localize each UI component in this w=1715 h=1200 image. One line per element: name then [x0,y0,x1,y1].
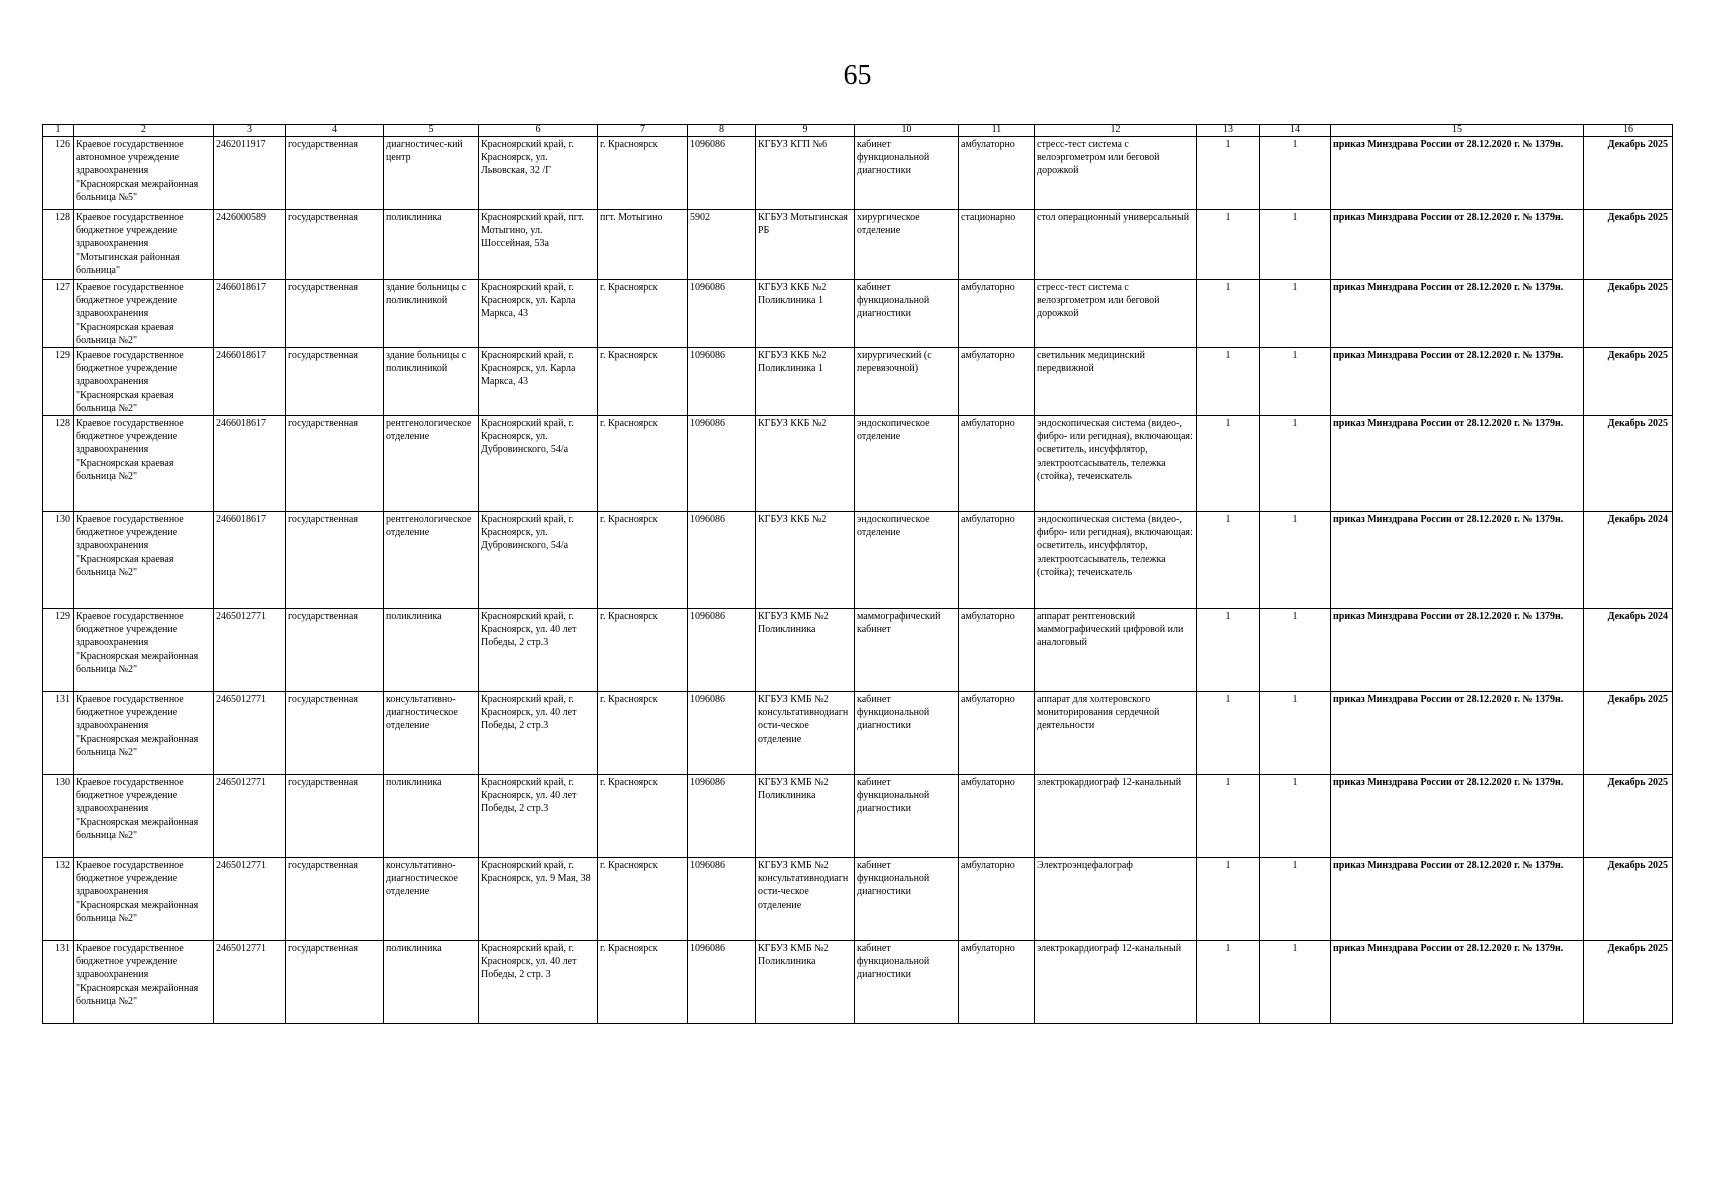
department-cell: хирургическое отделение [855,210,959,280]
table-row [43,280,1673,348]
facility-short-name-cell: КГБУЗ Мотыгинская РБ [756,210,855,280]
department-cell: эндоскопическое отделение [855,512,959,609]
care-mode-cell: амбулаторно [959,941,1035,1024]
quantity-cell: 1 [1197,280,1260,348]
deadline-cell: Декабрь 2025 [1584,210,1673,280]
locality-cell: г. Красноярск [598,692,688,775]
ownership-cell: государственная [286,210,384,280]
table-row [43,137,1673,210]
quantity-cell: 1 [1260,416,1331,512]
address-cell: Красноярский край, г. Красноярск, ул. 40 лет Победы, 2 стр. 3 [479,941,598,1024]
organization-cell: Краевое государственное бюджетное учреждение здравоохранения "Красноярская межрайонная больница №2" [74,692,214,775]
ownership-cell: государственная [286,858,384,941]
department-cell: хирургический (с перевязочной) [855,348,959,416]
code-cell: 1096086 [688,280,756,348]
equipment-cell: стол операционный универсальный [1035,210,1197,280]
column-header: 7 [598,125,688,137]
department-cell: маммографический кабинет [855,609,959,692]
table-row [43,692,1673,775]
address-cell: Красноярский край, г. Красноярск, ул. Львовская, 32 /Г [479,137,598,210]
inn-cell: 2465012771 [214,858,286,941]
quantity-cell: 1 [1260,941,1331,1024]
quantity-cell: 1 [1260,210,1331,280]
table-row [43,416,1673,512]
care-mode-cell: амбулаторно [959,609,1035,692]
care-mode-cell: амбулаторно [959,137,1035,210]
ownership-cell: государственная [286,416,384,512]
inn-cell: 2465012771 [214,692,286,775]
quantity-cell: 1 [1260,137,1331,210]
care-mode-cell: амбулаторно [959,416,1035,512]
care-mode-cell: амбулаторно [959,280,1035,348]
facility-short-name-cell: КГБУЗ ККБ №2 [756,416,855,512]
deadline-cell: Декабрь 2025 [1584,348,1673,416]
column-header: 1 [43,125,74,137]
quantity-cell: 1 [1197,416,1260,512]
care-mode-cell: амбулаторно [959,348,1035,416]
facility-short-name-cell: КГБУЗ КМБ №2 Поликлиника [756,775,855,858]
equipment-cell: аппарат рентгеновский маммографический цифровой или аналоговый [1035,609,1197,692]
facility-type-cell: поликлиника [384,609,479,692]
code-cell: 1096086 [688,775,756,858]
table-row [43,210,1673,280]
department-cell: кабинет функциональной диагностики [855,137,959,210]
code-cell: 1096086 [688,416,756,512]
deadline-cell: Декабрь 2024 [1584,609,1673,692]
quantity-cell: 1 [1260,692,1331,775]
facility-short-name-cell: КГБУЗ ККБ №2 [756,512,855,609]
column-header: 16 [1584,125,1673,137]
table-row [43,512,1673,609]
facility-type-cell: поликлиника [384,775,479,858]
inn-cell: 2465012771 [214,941,286,1024]
quantity-cell: 1 [1260,348,1331,416]
order-cell: приказ Минздрава России от 28.12.2020 г. № 1379н. [1331,416,1584,512]
ownership-cell: государственная [286,137,384,210]
facility-short-name-cell: КГБУЗ КМБ №2 Поликлиника [756,941,855,1024]
equipment-cell: светильник медицинский передвижной [1035,348,1197,416]
organization-cell: Краевое государственное бюджетное учреждение здравоохранения "Мотыгинская районная больница" [74,210,214,280]
code-cell: 1096086 [688,941,756,1024]
column-header: 12 [1035,125,1197,137]
locality-cell: г. Красноярск [598,941,688,1024]
address-cell: Красноярский край, г. Красноярск, ул. Дубровинского, 54/а [479,512,598,609]
organization-cell: Краевое государственное бюджетное учреждение здравоохранения "Красноярская межрайонная больница №2" [74,775,214,858]
department-cell: кабинет функциональной диагностики [855,280,959,348]
quantity-cell: 1 [1260,512,1331,609]
ownership-cell: государственная [286,609,384,692]
column-header: 2 [74,125,214,137]
ownership-cell: государственная [286,692,384,775]
deadline-cell: Декабрь 2025 [1584,858,1673,941]
facility-short-name-cell: КГБУЗ КМБ №2 консультативнодиагности-ческое отделение [756,692,855,775]
facility-short-name-cell: КГБУЗ КМБ №2 консультативнодиагности-ческое отделение [756,858,855,941]
inn-cell: 2466018617 [214,416,286,512]
row-number-cell: 128 [43,210,74,280]
inn-cell: 2465012771 [214,609,286,692]
ownership-cell: государственная [286,348,384,416]
quantity-cell: 1 [1197,348,1260,416]
code-cell: 1096086 [688,609,756,692]
department-cell: кабинет функциональной диагностики [855,775,959,858]
facility-type-cell: здание больницы с поликлиникой [384,348,479,416]
address-cell: Красноярский край, г. Красноярск, ул. 9 Мая, 38 [479,858,598,941]
organization-cell: Краевое государственное бюджетное учреждение здравоохранения "Красноярская краевая больница №2" [74,416,214,512]
row-number-cell: 131 [43,941,74,1024]
quantity-cell: 1 [1197,692,1260,775]
quantity-cell: 1 [1260,775,1331,858]
ownership-cell: государственная [286,941,384,1024]
inn-cell: 2466018617 [214,512,286,609]
care-mode-cell: амбулаторно [959,775,1035,858]
quantity-cell: 1 [1197,210,1260,280]
department-cell: эндоскопическое отделение [855,416,959,512]
deadline-cell: Декабрь 2024 [1584,512,1673,609]
locality-cell: г. Красноярск [598,416,688,512]
address-cell: Красноярский край, пгт. Мотыгино, ул. Шоссейная, 53а [479,210,598,280]
locality-cell: г. Красноярск [598,609,688,692]
inn-cell: 2466018617 [214,348,286,416]
locality-cell: г. Красноярск [598,137,688,210]
quantity-cell: 1 [1260,858,1331,941]
address-cell: Красноярский край, г. Красноярск, ул. 40 лет Победы, 2 стр.3 [479,609,598,692]
facility-type-cell: поликлиника [384,210,479,280]
table-row [43,775,1673,858]
facility-type-cell: рентгенологическое отделение [384,416,479,512]
facility-type-cell: консультативно-диагностическое отделение [384,858,479,941]
care-mode-cell: амбулаторно [959,692,1035,775]
code-cell: 1096086 [688,512,756,609]
row-number-cell: 132 [43,858,74,941]
table-row [43,609,1673,692]
order-cell: приказ Минздрава России от 28.12.2020 г. № 1379н. [1331,512,1584,609]
facility-type-cell: консультативно-диагностическое отделение [384,692,479,775]
order-cell: приказ Минздрава России от 28.12.2020 г. № 1379н. [1331,775,1584,858]
column-header: 6 [479,125,598,137]
equipment-cell: аппарат для холтеровского мониторирования сердечной деятельности [1035,692,1197,775]
organization-cell: Краевое государственное бюджетное учреждение здравоохранения "Красноярская краевая больница №2" [74,512,214,609]
equipment-cell: стресс-тест система с велоэргометром или беговой дорожкой [1035,280,1197,348]
department-cell: кабинет функциональной диагностики [855,692,959,775]
code-cell: 1096086 [688,348,756,416]
organization-cell: Краевое государственное бюджетное учреждение здравоохранения "Красноярская межрайонная больница №2" [74,858,214,941]
ownership-cell: государственная [286,775,384,858]
ownership-cell: государственная [286,280,384,348]
equipment-cell: стресс-тест система с велоэргометром или беговой дорожкой [1035,137,1197,210]
table-row [43,348,1673,416]
locality-cell: г. Красноярск [598,775,688,858]
facility-short-name-cell: КГБУЗ КГП №6 [756,137,855,210]
row-number-cell: 127 [43,280,74,348]
row-number-cell: 131 [43,692,74,775]
deadline-cell: Декабрь 2025 [1584,941,1673,1024]
locality-cell: пгт. Мотыгино [598,210,688,280]
organization-cell: Краевое государственное бюджетное учреждение здравоохранения "Красноярская межрайонная больница №2" [74,609,214,692]
facility-type-cell: диагностичес-кий центр [384,137,479,210]
address-cell: Красноярский край, г. Красноярск, ул. Карла Маркса, 43 [479,348,598,416]
organization-cell: Краевое государственное автономное учреждение здравоохранения "Красноярская межрайонная больница №5" [74,137,214,210]
order-cell: приказ Минздрава России от 28.12.2020 г. № 1379н. [1331,858,1584,941]
column-header: 14 [1260,125,1331,137]
locality-cell: г. Красноярск [598,348,688,416]
locality-cell: г. Красноярск [598,512,688,609]
facility-short-name-cell: КГБУЗ ККБ №2 Поликлиника 1 [756,348,855,416]
deadline-cell: Декабрь 2025 [1584,775,1673,858]
ownership-cell: государственная [286,512,384,609]
inn-cell: 2466018617 [214,280,286,348]
quantity-cell: 1 [1197,941,1260,1024]
address-cell: Красноярский край, г. Красноярск, ул. Дубровинского, 54/а [479,416,598,512]
care-mode-cell: амбулаторно [959,858,1035,941]
column-header: 9 [756,125,855,137]
facility-type-cell: здание больницы с поликлиникой [384,280,479,348]
column-number-row [43,125,1673,137]
order-cell: приказ Минздрава России от 28.12.2020 г. № 1379н. [1331,137,1584,210]
row-number-cell: 126 [43,137,74,210]
column-header: 11 [959,125,1035,137]
order-cell: приказ Минздрава России от 28.12.2020 г. № 1379н. [1331,692,1584,775]
column-header: 3 [214,125,286,137]
inn-cell: 2465012771 [214,775,286,858]
equipment-table [42,124,1673,1024]
deadline-cell: Декабрь 2025 [1584,416,1673,512]
locality-cell: г. Красноярск [598,858,688,941]
order-cell: приказ Минздрава России от 28.12.2020 г. № 1379н. [1331,280,1584,348]
row-number-cell: 128 [43,416,74,512]
address-cell: Красноярский край, г. Красноярск, ул. Карла Маркса, 43 [479,280,598,348]
address-cell: Красноярский край, г. Красноярск, ул. 40 лет Победы, 2 стр.3 [479,775,598,858]
quantity-cell: 1 [1260,280,1331,348]
department-cell: кабинет функциональной диагностики [855,858,959,941]
equipment-cell: Электроэнцефалограф [1035,858,1197,941]
facility-type-cell: рентгенологическое отделение [384,512,479,609]
facility-short-name-cell: КГБУЗ ККБ №2 Поликлиника 1 [756,280,855,348]
deadline-cell: Декабрь 2025 [1584,692,1673,775]
equipment-cell: эндоскопическая система (видео-, фибро- или регидная), включающая: осветитель, инсуффлятор, электроотсасыватель, тележка (стойка); течеискатель [1035,512,1197,609]
quantity-cell: 1 [1197,137,1260,210]
page-number: 65 [843,60,872,91]
department-cell: кабинет функциональной диагностики [855,941,959,1024]
code-cell: 1096086 [688,137,756,210]
quantity-cell: 1 [1197,609,1260,692]
row-number-cell: 129 [43,609,74,692]
quantity-cell: 1 [1260,609,1331,692]
facility-type-cell: поликлиника [384,941,479,1024]
row-number-cell: 130 [43,512,74,609]
column-header: 10 [855,125,959,137]
organization-cell: Краевое государственное бюджетное учреждение здравоохранения "Красноярская краевая больница №2" [74,348,214,416]
inn-cell: 2426000589 [214,210,286,280]
equipment-cell: электрокардиограф 12-канальный [1035,941,1197,1024]
address-cell: Красноярский край, г. Красноярск, ул. 40 лет Победы, 2 стр.3 [479,692,598,775]
column-header: 13 [1197,125,1260,137]
order-cell: приказ Минздрава России от 28.12.2020 г. № 1379н. [1331,941,1584,1024]
equipment-cell: электрокардиограф 12-канальный [1035,775,1197,858]
organization-cell: Краевое государственное бюджетное учреждение здравоохранения "Красноярская краевая больница №2" [74,280,214,348]
care-mode-cell: стационарно [959,210,1035,280]
code-cell: 5902 [688,210,756,280]
order-cell: приказ Минздрава России от 28.12.2020 г. № 1379н. [1331,609,1584,692]
table-row [43,858,1673,941]
quantity-cell: 1 [1197,512,1260,609]
order-cell: приказ Минздрава России от 28.12.2020 г. № 1379н. [1331,210,1584,280]
deadline-cell: Декабрь 2025 [1584,280,1673,348]
column-header: 4 [286,125,384,137]
code-cell: 1096086 [688,692,756,775]
quantity-cell: 1 [1197,775,1260,858]
deadline-cell: Декабрь 2025 [1584,137,1673,210]
column-header: 5 [384,125,479,137]
care-mode-cell: амбулаторно [959,512,1035,609]
code-cell: 1096086 [688,858,756,941]
facility-short-name-cell: КГБУЗ КМБ №2 Поликлиника [756,609,855,692]
quantity-cell: 1 [1197,858,1260,941]
organization-cell: Краевое государственное бюджетное учреждение здравоохранения "Красноярская межрайонная больница №2" [74,941,214,1024]
order-cell: приказ Минздрава России от 28.12.2020 г. № 1379н. [1331,348,1584,416]
equipment-cell: эндоскопическая система (видео-, фибро- или регидная), включающая: осветитель, инсуффлятор, электроотсасыватель, тележка (стойка), течеискатель [1035,416,1197,512]
inn-cell: 2462011917 [214,137,286,210]
column-header: 8 [688,125,756,137]
row-number-cell: 129 [43,348,74,416]
row-number-cell: 130 [43,775,74,858]
column-header: 15 [1331,125,1584,137]
table-row [43,941,1673,1024]
locality-cell: г. Красноярск [598,280,688,348]
